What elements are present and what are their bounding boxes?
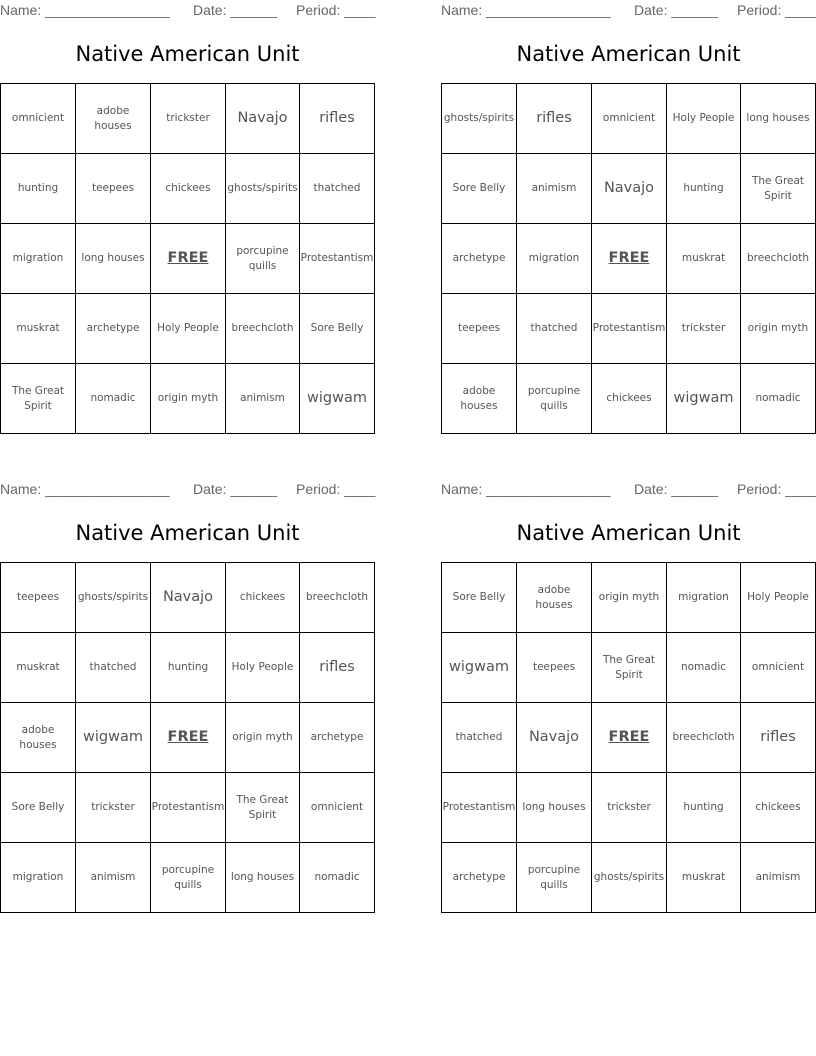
bingo-cell: Sore Belly [300, 294, 375, 364]
bingo-cell: muskrat [1, 633, 76, 703]
bingo-cell: trickster [667, 294, 741, 364]
bingo-cell: hunting [151, 633, 226, 703]
bingo-cell: Protestantism [442, 773, 517, 843]
card-title: Native American Unit [516, 42, 741, 66]
bingo-cell: nomadic [76, 364, 151, 434]
bingo-cell: Sore Belly [442, 154, 517, 224]
bingo-cell: The Great Spirit [592, 633, 667, 703]
bingo-cell: porcupine quills [517, 843, 592, 913]
bingo-cell: omnicient [741, 633, 816, 703]
bingo-cell: origin myth [741, 294, 816, 364]
bingo-cell: adobe houses [1, 703, 76, 773]
bingo-cell: thatched [517, 294, 592, 364]
bingo-cell: Navajo [517, 703, 592, 773]
bingo-cell: ghosts/spirits [76, 563, 151, 633]
bingo-cell: hunting [667, 773, 741, 843]
bingo-cell: teepees [442, 294, 517, 364]
bingo-cell: teepees [1, 563, 76, 633]
bingo-cell: porcupine quills [517, 364, 592, 434]
bingo-cell: wigwam [667, 364, 741, 434]
bingo-cell: origin myth [151, 364, 226, 434]
bingo-cell: origin myth [592, 563, 667, 633]
bingo-cell: Holy People [226, 633, 300, 703]
card-title: Native American Unit [75, 521, 300, 545]
bingo-cell: chickees [592, 364, 667, 434]
bingo-cell: archetype [300, 703, 375, 773]
bingo-cell: origin myth [226, 703, 300, 773]
bingo-cell: ghosts/spirits [592, 843, 667, 913]
bingo-cell: long houses [517, 773, 592, 843]
bingo-cell: rifles [300, 633, 375, 703]
name-field-label: Name: ________________ [0, 481, 170, 497]
bingo-cell: teepees [76, 154, 151, 224]
bingo-cell: Holy People [667, 84, 741, 154]
card-title: Native American Unit [75, 42, 300, 66]
bingo-cell: adobe houses [517, 563, 592, 633]
bingo-cell: ghosts/spirits [442, 84, 517, 154]
free-space-cell: FREE [151, 703, 226, 773]
bingo-cell: ghosts/spirits [226, 154, 300, 224]
bingo-cell: wigwam [300, 364, 375, 434]
card-header [441, 0, 816, 20]
bingo-cell: trickster [151, 84, 226, 154]
free-space-cell: FREE [592, 703, 667, 773]
bingo-cell: thatched [300, 154, 375, 224]
bingo-cell: rifles [517, 84, 592, 154]
bingo-cell: muskrat [667, 843, 741, 913]
date-field-label: Date: ______ [193, 481, 278, 497]
bingo-cell: animism [76, 843, 151, 913]
bingo-cell: breechcloth [300, 563, 375, 633]
bingo-cell: omnicient [1, 84, 76, 154]
bingo-grid [441, 83, 816, 434]
bingo-cell: Navajo [592, 154, 667, 224]
bingo-cell: nomadic [300, 843, 375, 913]
card-header [0, 0, 375, 20]
bingo-cell: Holy People [741, 563, 816, 633]
bingo-cell: long houses [76, 224, 151, 294]
bingo-grid [0, 562, 375, 913]
bingo-cell: migration [517, 224, 592, 294]
free-space-cell: FREE [592, 224, 667, 294]
bingo-cell: animism [517, 154, 592, 224]
bingo-cell: long houses [741, 84, 816, 154]
bingo-cell: muskrat [1, 294, 76, 364]
name-field-label: Name: ________________ [441, 481, 611, 497]
bingo-cell: teepees [517, 633, 592, 703]
bingo-cell: nomadic [667, 633, 741, 703]
bingo-cell: breechcloth [226, 294, 300, 364]
bingo-cell: migration [667, 563, 741, 633]
bingo-cell: porcupine quills [151, 843, 226, 913]
card-header [441, 479, 816, 499]
bingo-cell: hunting [667, 154, 741, 224]
bingo-cell: breechcloth [667, 703, 741, 773]
bingo-cell: rifles [741, 703, 816, 773]
bingo-cell: breechcloth [741, 224, 816, 294]
bingo-cell: migration [1, 224, 76, 294]
bingo-cell: thatched [442, 703, 517, 773]
bingo-cell: The Great Spirit [226, 773, 300, 843]
bingo-cell: chickees [741, 773, 816, 843]
bingo-cell: wigwam [76, 703, 151, 773]
card-title: Native American Unit [516, 521, 741, 545]
card-header [0, 479, 375, 499]
bingo-cell: archetype [442, 843, 517, 913]
bingo-cell: muskrat [667, 224, 741, 294]
bingo-cell: trickster [76, 773, 151, 843]
bingo-cell: Sore Belly [1, 773, 76, 843]
bingo-grid [0, 83, 375, 434]
bingo-cell: wigwam [442, 633, 517, 703]
bingo-cell: thatched [76, 633, 151, 703]
bingo-cell: Navajo [151, 563, 226, 633]
bingo-cell: The Great Spirit [1, 364, 76, 434]
bingo-cell: animism [741, 843, 816, 913]
bingo-cell: hunting [1, 154, 76, 224]
bingo-cell: animism [226, 364, 300, 434]
bingo-cell: long houses [226, 843, 300, 913]
bingo-cell: rifles [300, 84, 375, 154]
bingo-cell: chickees [151, 154, 226, 224]
period-field-label: Period: ____ [737, 2, 816, 18]
period-field-label: Period: ____ [737, 481, 816, 497]
bingo-cell: Sore Belly [442, 563, 517, 633]
bingo-cell: omnicient [592, 84, 667, 154]
name-field-label: Name: ________________ [0, 2, 170, 18]
bingo-cell: adobe houses [76, 84, 151, 154]
bingo-cell: chickees [226, 563, 300, 633]
bingo-grid [441, 562, 816, 913]
bingo-cell: archetype [76, 294, 151, 364]
bingo-cell: nomadic [741, 364, 816, 434]
date-field-label: Date: ______ [193, 2, 278, 18]
bingo-cell: adobe houses [442, 364, 517, 434]
bingo-cell: Protestantism [151, 773, 226, 843]
bingo-cell: omnicient [300, 773, 375, 843]
bingo-cell: Holy People [151, 294, 226, 364]
bingo-cell: Protestantism [300, 224, 375, 294]
period-field-label: Period: ____ [296, 2, 376, 18]
name-field-label: Name: ________________ [441, 2, 611, 18]
bingo-cell: trickster [592, 773, 667, 843]
bingo-cell: Protestantism [592, 294, 667, 364]
free-space-cell: FREE [151, 224, 226, 294]
date-field-label: Date: ______ [634, 2, 719, 18]
date-field-label: Date: ______ [634, 481, 719, 497]
bingo-cell: The Great Spirit [741, 154, 816, 224]
bingo-cell: migration [1, 843, 76, 913]
bingo-cell: porcupine quills [226, 224, 300, 294]
bingo-cell: Navajo [226, 84, 300, 154]
bingo-cell: archetype [442, 224, 517, 294]
period-field-label: Period: ____ [296, 481, 376, 497]
